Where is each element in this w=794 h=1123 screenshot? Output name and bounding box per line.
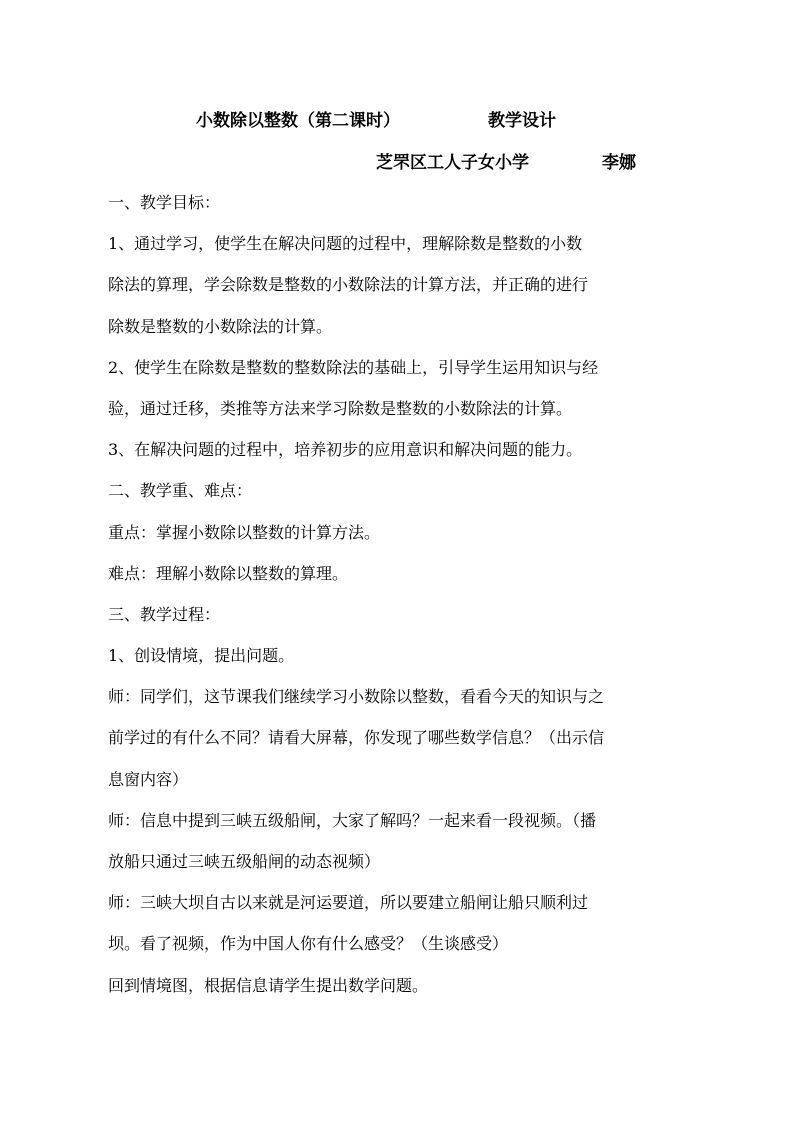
paragraph-line: 师：三峡大坝自古以来就是河运要道，所以要建立船闸让船只顺利过 xyxy=(108,893,589,913)
section-heading-key-points: 二、教学重、难点： xyxy=(108,481,253,501)
paragraph-line: 师：同学们，这节课我们继续学习小数除以整数，看看今天的知识与之 xyxy=(108,687,605,707)
paragraph-line: 重点：掌握小数除以整数的计算方法。 xyxy=(108,522,381,542)
paragraph-line: 前学过的有什么不同？请看大屏幕，你发现了哪些数学信息？（出示信 xyxy=(108,728,605,748)
paragraph-line: 3、在解决问题的过程中，培养初步的应用意识和解决问题的能力。 xyxy=(108,440,583,460)
paragraph-line: 1、创设情境，提出问题。 xyxy=(108,646,295,666)
document-title xyxy=(196,106,556,131)
paragraph-line: 除数是整数的小数除法的计算。 xyxy=(108,316,333,336)
paragraph-line: 师：信息中提到三峡五级船闸，大家了解吗？一起来看一段视频。（播 xyxy=(108,810,597,830)
paragraph-line: 息窗内容） xyxy=(108,769,189,789)
paragraph-line: 难点：理解小数除以整数的算理。 xyxy=(108,563,349,583)
paragraph-line: 2、使学生在除数是整数的整数除法的基础上，引导学生运用知识与经 xyxy=(108,357,599,377)
paragraph-line: 坝。看了视频，作为中国人你有什么感受？（生谈感受） xyxy=(108,934,509,954)
title-text: 小数除以整数（第二课时） xyxy=(196,111,400,131)
section-heading-process: 三、教学过程： xyxy=(108,604,221,624)
section-heading-objectives: 一、教学目标： xyxy=(108,193,221,212)
title-suffix: 教学设计 xyxy=(488,111,556,131)
author-name: 李娜 xyxy=(602,153,636,173)
paragraph-line: 1、通过学习，使学生在解决问题的过程中，理解除数是整数的小数 xyxy=(108,234,583,254)
paragraph-line: 放船只通过三峡五级船闸的动态视频） xyxy=(108,852,381,871)
paragraph-line: 除法的算理，学会除数是整数的小数除法的计算方法，并正确的进行 xyxy=(108,275,589,295)
school-name: 芝罘区工人子女小学 xyxy=(376,153,529,173)
author-line xyxy=(376,148,636,173)
body-text xyxy=(108,192,698,1016)
paragraph-line: 验，通过迁移，类推等方法来学习除数是整数的小数除法的计算。 xyxy=(108,398,573,418)
paragraph-line: 回到情境图，根据信息请学生提出数学问题。 xyxy=(108,975,429,995)
